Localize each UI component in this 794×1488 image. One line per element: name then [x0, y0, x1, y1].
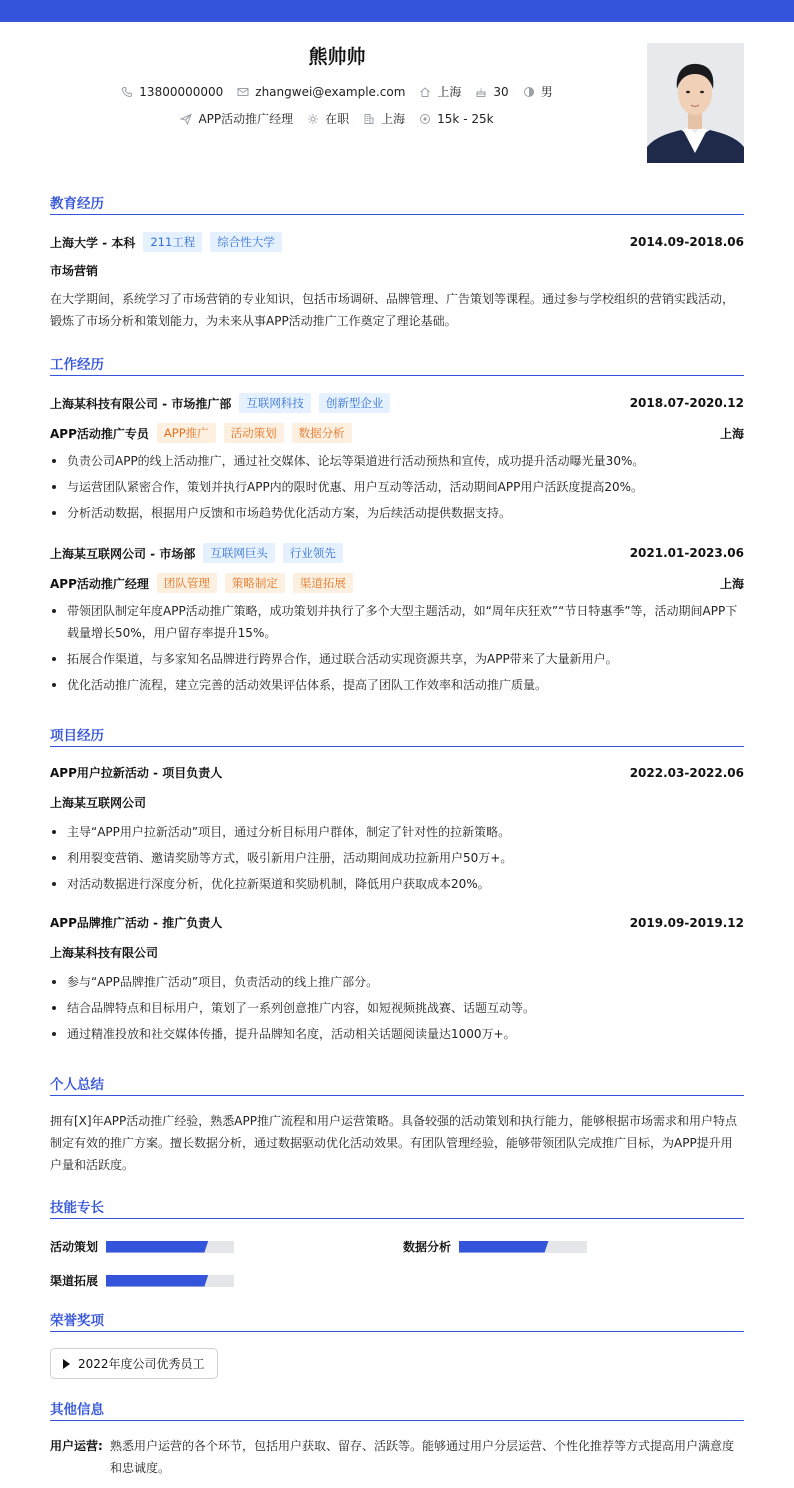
award-item[interactable]	[50, 1348, 218, 1379]
school-tag: 211工程	[143, 232, 202, 252]
phone-text: 13800000000	[139, 84, 224, 99]
role-tag: 团队管理	[157, 573, 217, 593]
gender-item	[523, 83, 553, 100]
salary-text: 15k - 25k	[437, 111, 494, 126]
hometown-text: 上海	[437, 85, 462, 99]
skill-name: 活动策划	[50, 1240, 99, 1254]
phone-item	[121, 85, 223, 99]
play-triangle-icon	[63, 1359, 70, 1369]
award-text: 2022年度公司优秀员工	[78, 1357, 205, 1371]
project-org-row	[50, 944, 744, 961]
projects-section	[50, 724, 744, 1049]
honors-title: 荣誉奖项	[50, 1309, 744, 1332]
role-tag: 渠道拓展	[293, 573, 353, 593]
other-value: 熟悉用户运营的各个环节，包括用户获取、留存、活跃等。能够通过用户分层运营、个性化推荐等方式提高用户满意度和忠诚度。	[110, 1439, 735, 1475]
job-bullets	[50, 600, 744, 700]
gender-icon	[523, 86, 535, 98]
position-item	[180, 110, 293, 127]
list-item: 优化活动推广流程，建立完善的活动效果评估体系，提高了团队工作效率和活动推广质量。	[50, 674, 744, 696]
list-item: 对活动数据进行深度分析，优化拉新渠道和奖励机制，降低用户获取成本20%。	[50, 873, 744, 895]
skill-bar	[459, 1241, 587, 1253]
email-item	[237, 85, 405, 99]
project-date: 2019.09-2019.12	[629, 915, 744, 930]
list-item: 主导“APP用户拉新活动”项目，通过分析目标用户群体，制定了针对性的拉新策略。	[50, 821, 744, 843]
project-header-row	[50, 914, 744, 931]
role-tag: 策略制定	[225, 573, 285, 593]
city-item	[363, 110, 405, 127]
job-city: 上海	[719, 426, 744, 441]
send-icon	[180, 113, 192, 125]
skill-bar-fill	[106, 1275, 208, 1287]
phone-icon	[121, 86, 133, 98]
major-name: 市场营销	[50, 264, 99, 278]
skill-name: 渠道拓展	[50, 1274, 99, 1288]
education-section	[50, 192, 744, 337]
school-tag: 综合性大学	[210, 232, 282, 252]
summary-section	[50, 1073, 744, 1183]
honors-section	[50, 1309, 744, 1384]
education-description: 在大学期间，系统学习了市场营销的专业知识，包括市场调研、品牌管理、广告策划等课程。通过参与学校组织的营销实践活动，锻炼了市场分析和策划能力，为未来从事APP活动推广工作奠定了理论基础。	[50, 292, 735, 328]
list-item: 拓展合作渠道，与多家知名品牌进行跨界合作，通过联合活动实现资源共享，为APP带来了大量新用户。	[50, 648, 744, 670]
job-company: 上海某互联网公司 - 市场部	[50, 546, 196, 561]
email-text: zhangwei@example.com	[255, 84, 406, 99]
skill-item	[50, 1238, 234, 1255]
list-item: 通过精准投放和社交媒体传播，提升品牌知名度，活动相关话题阅读量达1000万+。	[50, 1023, 744, 1045]
building-icon	[363, 113, 375, 125]
cake-icon	[475, 86, 487, 98]
project-org: 上海某科技有限公司	[50, 946, 159, 960]
skills-title: 技能专长	[50, 1196, 744, 1219]
list-item: 利用裂变营销、邀请奖励等方式，吸引新用户注册，活动期间成功拉新用户50万+。	[50, 847, 744, 869]
project-org-row	[50, 794, 744, 811]
age-text: 30	[493, 84, 509, 99]
other-section	[50, 1398, 744, 1483]
job-bullets	[50, 450, 744, 528]
list-item: 与运营团队紧密合作，策划并执行APP内的限时优惠、用户互动等活动，活动期间APP用户活跃度提高20%。	[50, 476, 744, 498]
project-org: 上海某互联网公司	[50, 796, 147, 810]
school-name: 上海大学 - 本科	[50, 235, 136, 250]
job-date: 2021.01-2023.06	[629, 546, 744, 560]
list-item: 结合品牌特点和目标用户，策划了一系列创意推广内容，如短视频挑战赛、话题互动等。	[50, 997, 744, 1019]
age-item	[475, 85, 508, 99]
company-tag: 创新型企业	[319, 393, 391, 413]
candidate-name: 熊帅帅	[308, 46, 366, 68]
education-date: 2014.09-2018.06	[629, 235, 744, 249]
company-tag: 互联网科技	[239, 393, 311, 413]
skill-bar-fill	[459, 1241, 549, 1253]
skill-bar	[106, 1275, 234, 1287]
major-row	[50, 262, 744, 279]
mail-icon	[237, 86, 249, 98]
project-bullets	[50, 971, 744, 1049]
role-tag: 活动策划	[224, 423, 284, 443]
projects-title: 项目经历	[50, 724, 744, 747]
job-company-row	[50, 393, 744, 413]
education-header-row	[50, 232, 744, 252]
gear-icon	[307, 113, 319, 125]
salary-item	[419, 112, 493, 126]
top-accent-bar	[0, 0, 794, 22]
project-date: 2022.03-2022.06	[629, 765, 744, 780]
summary-title: 个人总结	[50, 1073, 744, 1096]
job-city: 上海	[719, 576, 744, 591]
skills-section	[50, 1196, 744, 1296]
list-item: 分析活动数据，根据用户反馈和市场趋势优化活动方案，为后续活动提供数据支持。	[50, 502, 744, 524]
job-role-row	[50, 573, 744, 593]
resume-header	[0, 40, 794, 160]
job-company-row	[50, 543, 744, 563]
job-date: 2018.07-2020.12	[629, 396, 744, 410]
other-label: 用户运营:	[50, 1439, 103, 1453]
job-intent-row	[0, 110, 674, 127]
list-item: 负责公司APP的线上活动推广，通过社交媒体、论坛等渠道进行活动预热和宣传，成功提升活动曝光量30%。	[50, 450, 744, 472]
skill-bar	[106, 1241, 234, 1253]
project-name: APP品牌推广活动 - 推广负责人	[50, 916, 223, 930]
job-company: 上海某科技有限公司 - 市场推广部	[50, 396, 232, 411]
gender-text: 男	[540, 85, 553, 99]
other-item	[50, 1435, 744, 1479]
summary-text: 拥有[X]年APP活动推广经验，熟悉APP推广流程和用户运营策略。具备较强的活动策划和执行能力，能够根据市场需求和用户特点制定有效的推广方案。擅长数据分析，通过数据驱动优化活动效果。有团队管理经验，能够带领团队完成推广目标，为APP提升用户量和活跃度。	[50, 1114, 737, 1172]
project-bullets	[50, 821, 744, 899]
role-tag: 数据分析	[292, 423, 352, 443]
position-text: APP活动推广经理	[198, 112, 294, 126]
company-tag: 互联网巨头	[203, 543, 275, 563]
list-item: 带领团队制定年度APP活动推广策略，成功策划并执行了多个大型主题活动，如“周年庆狂欢”“节日特惠季”等，活动期间APP下载量增长50%，用户留存率提升15%。	[50, 600, 744, 644]
home-icon	[419, 86, 431, 98]
status-item	[307, 110, 349, 127]
skill-bar-fill	[106, 1241, 208, 1253]
job-role-row	[50, 423, 744, 443]
profile-photo	[647, 43, 744, 163]
job-role: APP活动推广经理	[50, 576, 149, 591]
education-title: 教育经历	[50, 192, 744, 215]
company-tag: 行业领先	[283, 543, 343, 563]
project-header-row	[50, 764, 744, 781]
skill-name: 数据分析	[403, 1240, 452, 1254]
skill-item	[403, 1238, 587, 1255]
skill-item	[50, 1272, 234, 1289]
list-item: 参与“APP品牌推广活动”项目，负责活动的线上推广部分。	[50, 971, 744, 993]
city-text: 上海	[381, 112, 406, 126]
hometown-item	[419, 83, 461, 100]
contact-row	[0, 83, 674, 100]
other-title: 其他信息	[50, 1398, 744, 1421]
money-icon	[419, 113, 431, 125]
role-tag: APP推广	[157, 423, 216, 443]
job-role: APP活动推广专员	[50, 426, 149, 441]
work-section	[50, 353, 744, 703]
status-text: 在职	[325, 112, 350, 126]
project-name: APP用户拉新活动 - 项目负责人	[50, 766, 223, 780]
work-title: 工作经历	[50, 353, 744, 376]
